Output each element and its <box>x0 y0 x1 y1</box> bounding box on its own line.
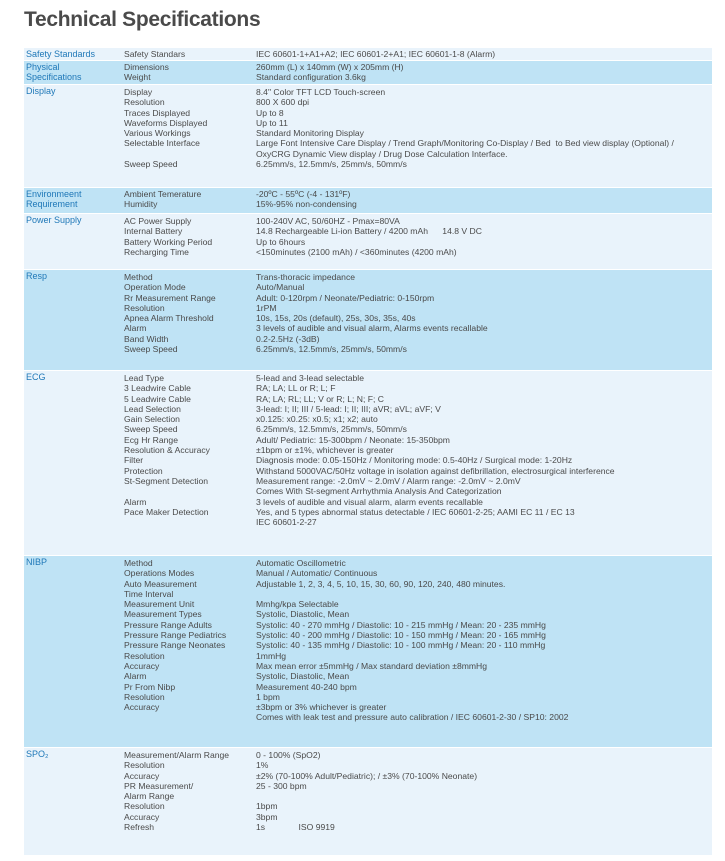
spec-value: Mmhg/kpa Selectable <box>256 599 339 610</box>
section-ecg <box>24 371 712 556</box>
spec-label: Resolution <box>124 760 165 771</box>
spec-label: Gain Selection <box>124 414 180 425</box>
spec-row <box>124 414 712 424</box>
spec-label: Safety Standars <box>124 49 186 59</box>
section-category: Environmeent Requirement <box>26 189 82 209</box>
spec-value: Standard configuration 3.6kg <box>256 72 366 83</box>
spec-row <box>124 579 712 600</box>
spec-value: Diagnosis mode: 0.05-150Hz / Monitoring mode: 0.5-40Hz / Surgical mode: 1-20Hz <box>256 455 573 466</box>
spec-row <box>124 651 712 661</box>
spec-row <box>124 323 712 333</box>
spec-label: Measurement/Alarm Range <box>124 750 230 760</box>
spec-label: St-Segment Detection <box>124 475 209 486</box>
spec-label: Various Workings <box>124 128 191 139</box>
spec-value: Up to 6hours <box>256 236 306 247</box>
spec-value: IEC 60601-1+A1+A2; IEC 60601-2+A1; IEC 60601-1-8 (Alarm) <box>256 49 496 59</box>
section-category: Resp <box>26 271 48 281</box>
spec-row <box>124 226 712 236</box>
spec-row <box>124 568 712 578</box>
spec-label: Rr Measurement Range <box>124 292 216 303</box>
spec-value: 1mmHg <box>256 650 287 661</box>
spec-row <box>124 272 712 282</box>
spec-row <box>124 199 712 209</box>
spec-row <box>124 507 712 528</box>
spec-row <box>124 159 712 169</box>
section-physical-specifications <box>24 61 712 85</box>
section-power-supply <box>24 214 712 270</box>
spec-row <box>124 640 712 650</box>
spec-value: Trans-thoracic impedance <box>256 272 356 282</box>
spec-label: Pace Maker Detection <box>124 506 209 517</box>
spec-value: Adult/ Pediatric: 15-300bpm / Neonate: 15-350bpm <box>256 434 450 445</box>
spec-label: Resolution <box>124 801 165 812</box>
spec-label <box>124 712 256 722</box>
spec-value: Systolic, Diastolic, Mean <box>256 609 350 620</box>
spec-value: 1s ISO 9919 <box>256 822 335 833</box>
spec-row <box>124 671 712 681</box>
spec-row <box>124 466 712 476</box>
spec-value: Measurement range: -2.0mV ~ 2.0mV / Alarm range: -2.0mV ~ 2.0mV Comes With St-segment Arrhythmia Analysis And Categorization <box>256 475 521 497</box>
section-rows <box>124 270 712 370</box>
spec-value: Adjustable 1, 2, 3, 4, 5, 10, 15, 30, 60, 90, 120, 240, 480 minutes. <box>256 578 506 589</box>
spec-label: Sweep Speed <box>124 424 178 435</box>
spec-label: Resolution <box>124 97 165 108</box>
spec-row <box>124 108 712 118</box>
spec-label: Measurement Types <box>124 609 202 620</box>
spec-label: Operation Mode <box>124 282 186 293</box>
spec-row <box>124 344 712 354</box>
spec-value: 1% <box>256 760 269 771</box>
spec-row <box>124 303 712 313</box>
section-rows <box>124 214 712 269</box>
section-category: Physical Specifications <box>26 62 82 82</box>
section-category: ECG <box>26 372 46 382</box>
spec-label: Ecg Hr Range <box>124 434 178 445</box>
spec-row <box>124 282 712 292</box>
section-safety-standards <box>24 48 712 61</box>
spec-row <box>124 435 712 445</box>
spec-row <box>124 702 712 712</box>
spec-label: Pressure Range Pediatrics <box>124 630 227 641</box>
spec-value: Automatic Oscillometric <box>256 558 346 568</box>
spec-row <box>124 620 712 630</box>
spec-value: -20ºC - 55ºC (-4 - 131ºF) <box>256 189 351 199</box>
spec-value: x0.125: x0.25: x0.5; x1; x2; auto <box>256 414 378 425</box>
spec-label: Measurement Unit <box>124 599 195 610</box>
spec-value: 10s, 15s, 20s (default), 25s, 30s, 35s, 40s <box>256 313 416 324</box>
section-category: Power Supply <box>26 215 82 225</box>
spec-value: 15%-95% non-condensing <box>256 199 357 210</box>
section-category: SPO₂ <box>26 749 49 759</box>
spec-row <box>124 313 712 323</box>
section-rows <box>124 371 712 555</box>
spec-value: Comes with leak test and pressure auto calibration / IEC 60601-2-30 / SP10: 2002 <box>256 712 569 723</box>
spec-value: 1bpm <box>256 801 278 812</box>
section-rows <box>124 188 712 213</box>
spec-label: Alarm <box>124 671 147 682</box>
spec-row <box>124 72 712 82</box>
section-resp <box>24 270 712 371</box>
spec-label: Resolution & Accuracy <box>124 445 210 456</box>
spec-label: Alarm <box>124 323 147 334</box>
spec-label: Recharging Time <box>124 246 189 257</box>
spec-row <box>124 476 712 497</box>
spec-label: Pr From Nibp <box>124 681 176 692</box>
spec-value: Systolic, Diastolic, Mean <box>256 671 350 682</box>
spec-row <box>124 424 712 434</box>
spec-row <box>124 812 712 822</box>
spec-row <box>124 599 712 609</box>
section-nibp <box>24 556 712 748</box>
spec-row <box>124 49 712 59</box>
spec-label: Band Width <box>124 333 169 344</box>
spec-value: 14.8 Rechargeable Li-ion Battery / 4200 mAh 14.8 V DC <box>256 226 482 237</box>
spec-label: Display <box>124 87 153 97</box>
spec-label: Accuracy <box>124 770 160 781</box>
spec-row <box>124 118 712 128</box>
section-rows <box>124 48 712 60</box>
spec-value: RA; LA; RL; LL; V or R; L; N; F; C <box>256 393 384 404</box>
spec-label: Weight <box>124 72 151 83</box>
spec-value: Large Font Intensive Care Display / Trend Graph/Monitoring Co-Display / Bed to Bed view display (Optional) / OxyCRG Dynamic View display / Drug Dose Calculation Interface. <box>256 138 677 159</box>
spec-row <box>124 801 712 811</box>
spec-value: 3bpm <box>256 811 278 822</box>
spec-value: ±2% (70-100% Adult/Pediatric); / ±3% (70-100% Neonate) <box>256 770 478 781</box>
spec-value: RA; LA; LL or R; L; F <box>256 383 336 394</box>
spec-label: Accuracy <box>124 660 160 671</box>
spec-value: 100-240V AC, 50/60HZ - Pmax=80VA <box>256 216 400 226</box>
section-rows <box>124 85 712 187</box>
spec-row <box>124 822 712 832</box>
section-rows <box>124 61 712 84</box>
spec-value: Max mean error ±5mmHg / Max standard deviation ±8mmHg <box>256 660 488 671</box>
spec-row <box>124 682 712 692</box>
spec-row <box>124 630 712 640</box>
spec-row <box>124 293 712 303</box>
spec-value: 5-lead and 3-lead selectable <box>256 373 364 383</box>
spec-value: Up to 8 <box>256 107 284 118</box>
spec-row <box>124 247 712 257</box>
spec-label: Internal Battery <box>124 226 183 237</box>
spec-row <box>124 97 712 107</box>
spec-value: ±1bpm or ±1%, whichever is greater <box>256 445 394 456</box>
spec-label: Resolution <box>124 691 165 702</box>
spec-row <box>124 373 712 383</box>
spec-label: Apnea Alarm Threshold <box>124 313 214 324</box>
spec-label: 3 Leadwire Cable <box>124 383 191 394</box>
spec-value: 1rPM <box>256 302 277 313</box>
spec-value: 800 X 600 dpi <box>256 97 310 108</box>
spec-row <box>124 760 712 770</box>
spec-row <box>124 558 712 568</box>
spec-row <box>124 750 712 760</box>
spec-value: 0 - 100% (SpO2) <box>256 750 321 760</box>
spec-row <box>124 394 712 404</box>
spec-row <box>124 237 712 247</box>
spec-label: Pressure Range Adults <box>124 619 212 630</box>
spec-value: 260mm (L) x 140mm (W) x 205mm (H) <box>256 62 404 72</box>
spec-row <box>124 781 712 802</box>
spec-value: 6.25mm/s, 12.5mm/s, 25mm/s, 50mm/s <box>256 344 407 355</box>
spec-label: Traces Displayed <box>124 107 191 118</box>
spec-row <box>124 128 712 138</box>
section-category: Safety Standards <box>26 49 96 59</box>
spec-label: Humidity <box>124 199 158 210</box>
spec-label: Selectable Interface <box>124 138 200 149</box>
spec-row <box>124 87 712 97</box>
section-rows <box>124 748 712 855</box>
spec-label: 5 Leadwire Cable <box>124 393 191 404</box>
spec-value: Standard Monitoring Display <box>256 128 364 139</box>
spec-value: 3 levels of audible and visual alarm, Alarms events recallable <box>256 323 488 334</box>
spec-value: Systolic: 40 - 200 mmHg / Diastolic: 10 - 150 mmHg / Mean: 20 - 165 mmHg <box>256 630 546 641</box>
spec-row <box>124 216 712 226</box>
spec-label: Accuracy <box>124 811 160 822</box>
spec-value: Measurement 40-240 bpm <box>256 681 357 692</box>
spec-row <box>124 771 712 781</box>
spec-label: Auto Measurement Time Interval <box>124 578 197 599</box>
spec-value: 3-lead: I; II; III / 5-lead: I; II; III; aVR; aVL; aVF; V <box>256 403 441 414</box>
spec-label: Pressure Range Neonates <box>124 640 226 651</box>
spec-value: Manual / Automatic/ Continuous <box>256 568 378 579</box>
spec-label: Protection <box>124 465 163 476</box>
spec-label: AC Power Supply <box>124 216 192 226</box>
spec-label: Accuracy <box>124 702 160 713</box>
spec-value: Withstand 5000VAC/50Hz voltage in isolation against defibrillation, electrosurgical interference <box>256 465 615 476</box>
spec-value: 1 bpm <box>256 691 280 702</box>
spec-row <box>124 189 712 199</box>
section-rows <box>124 556 712 747</box>
spec-row <box>124 383 712 393</box>
spec-label: PR Measurement/ Alarm Range <box>124 780 194 802</box>
section-category: Display <box>26 86 56 96</box>
spec-label: Lead Type <box>124 373 164 383</box>
spec-table <box>24 48 712 856</box>
spec-value: 25 - 300 bpm <box>256 780 307 791</box>
spec-label: Filter <box>124 455 144 466</box>
spec-label: Waveforms Displayed <box>124 117 208 128</box>
section-display <box>24 85 712 188</box>
spec-row <box>124 62 712 72</box>
spec-row <box>124 712 712 722</box>
spec-label: Sweep Speed <box>124 159 178 170</box>
spec-value: Systolic: 40 - 270 mmHg / Diastolic: 10 - 215 mmHg / Mean: 20 - 235 mmHg <box>256 619 546 630</box>
spec-label: Method <box>124 558 153 568</box>
spec-row <box>124 497 712 507</box>
spec-row <box>124 661 712 671</box>
spec-label: Operations Modes <box>124 568 195 579</box>
spec-label: Resolution <box>124 302 165 313</box>
spec-value: Auto/Manual <box>256 282 305 293</box>
spec-row <box>124 138 712 159</box>
spec-value: Up to 11 <box>256 117 288 128</box>
spec-row <box>124 609 712 619</box>
spec-row <box>124 692 712 702</box>
spec-value: <150minutes (2100 mAh) / <360minutes (4200 mAh) <box>256 246 457 257</box>
spec-value: 0.2-2.5Hz (-3dB) <box>256 333 320 344</box>
spec-label: Resolution <box>124 650 165 661</box>
spec-label: Ambient Temerature <box>124 189 202 199</box>
spec-label: Alarm <box>124 496 147 507</box>
section-spo2 <box>24 748 712 856</box>
spec-value: 6.25mm/s, 12.5mm/s, 25mm/s, 50mm/s <box>256 424 407 435</box>
spec-label: Method <box>124 272 153 282</box>
spec-label: Refresh <box>124 822 155 833</box>
spec-label: Lead Selection <box>124 403 181 414</box>
spec-value: Yes, and 5 types abnormal status detectable / IEC 60601-2-25; AAMI EC 11 / EC 13 IEC 60601-2-27 <box>256 506 575 528</box>
spec-row <box>124 334 712 344</box>
spec-label: Dimensions <box>124 62 169 72</box>
spec-value: 6.25mm/s, 12.5mm/s, 25mm/s, 50mm/s <box>256 159 407 170</box>
spec-value: 3 levels of audible and visual alarm, alarm events recallable <box>256 496 483 507</box>
page-title: Technical Specifications <box>24 8 261 31</box>
spec-row <box>124 455 712 465</box>
spec-value: 8.4" Color TFT LCD Touch-screen <box>256 87 386 97</box>
spec-label: Sweep Speed <box>124 344 178 355</box>
spec-value: Systolic: 40 - 135 mmHg / Diastolic: 10 - 100 mmHg / Mean: 20 - 110 mmHg <box>256 640 546 651</box>
section-category: NIBP <box>26 557 48 567</box>
section-environment-requirement <box>24 188 712 214</box>
spec-label: Battery Working Period <box>124 236 213 247</box>
spec-value: Adult: 0-120rpm / Neonate/Pediatric: 0-150rpm <box>256 292 435 303</box>
spec-row <box>124 404 712 414</box>
spec-value: ±3bpm or 3% whichever is greater <box>256 702 387 713</box>
spec-row <box>124 445 712 455</box>
